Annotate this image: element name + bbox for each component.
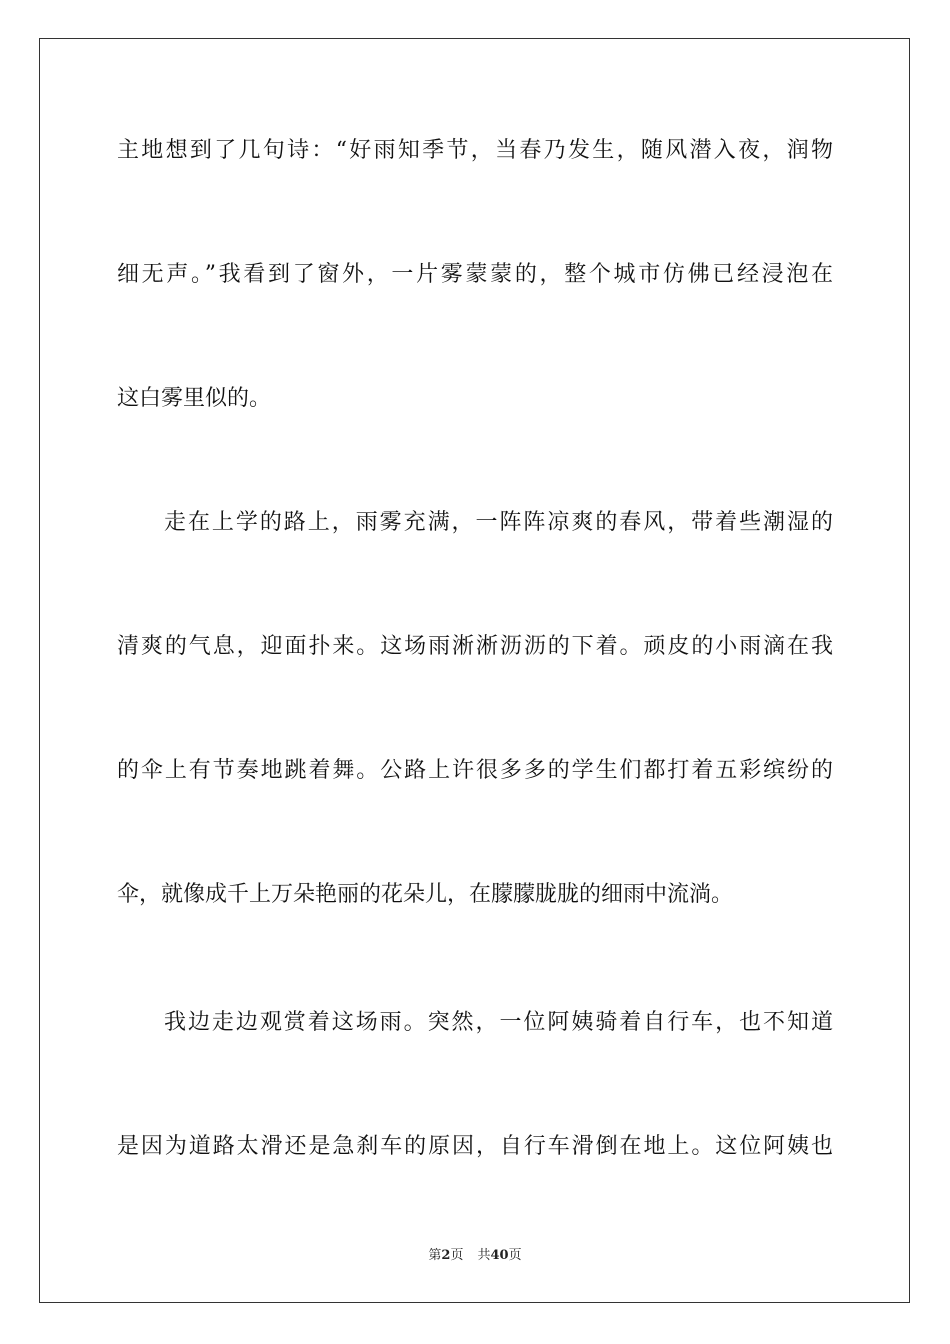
text-line: 这白雾里似的。 <box>117 386 272 411</box>
page-footer <box>0 1247 950 1265</box>
text-line: 的伞上有节奏地跳着舞。公路上许很多多的学生们都打着五彩缤纷的 <box>117 758 833 783</box>
text-line: 是因为道路太滑还是急刹车的原因，自行车滑倒在地上。这位阿姨也 <box>117 1134 833 1159</box>
total-suffix: 页 <box>508 1248 522 1263</box>
page-suffix: 页 <box>450 1248 464 1263</box>
text-line: 清爽的气息，迎面扑来。这场雨淅淅沥沥的下着。顽皮的小雨滴在我 <box>117 634 833 659</box>
total-prefix: 共 <box>477 1248 491 1263</box>
text-line: 伞，就像成千上万朵艳丽的花朵儿，在朦朦胧胧的细雨中流淌。 <box>117 882 734 907</box>
paragraph-first-line: 我边走边观赏着这场雨。突然，一位阿姨骑着自行车，也不知道 <box>164 1010 833 1035</box>
page-border <box>39 38 910 1303</box>
page-number: 2 <box>441 1248 451 1263</box>
page-prefix: 第 <box>428 1248 442 1263</box>
text-line: 主地想到了几句诗：“好雨知季节，当春乃发生，随风潜入夜，润物 <box>117 138 833 163</box>
paragraph-first-line: 走在上学的路上，雨雾充满，一阵阵凉爽的春风，带着些潮湿的 <box>164 510 833 535</box>
total-pages: 40 <box>490 1248 509 1263</box>
text-line: 细无声。”我看到了窗外，一片雾蒙蒙的，整个城市仿佛已经浸泡在 <box>117 262 833 287</box>
